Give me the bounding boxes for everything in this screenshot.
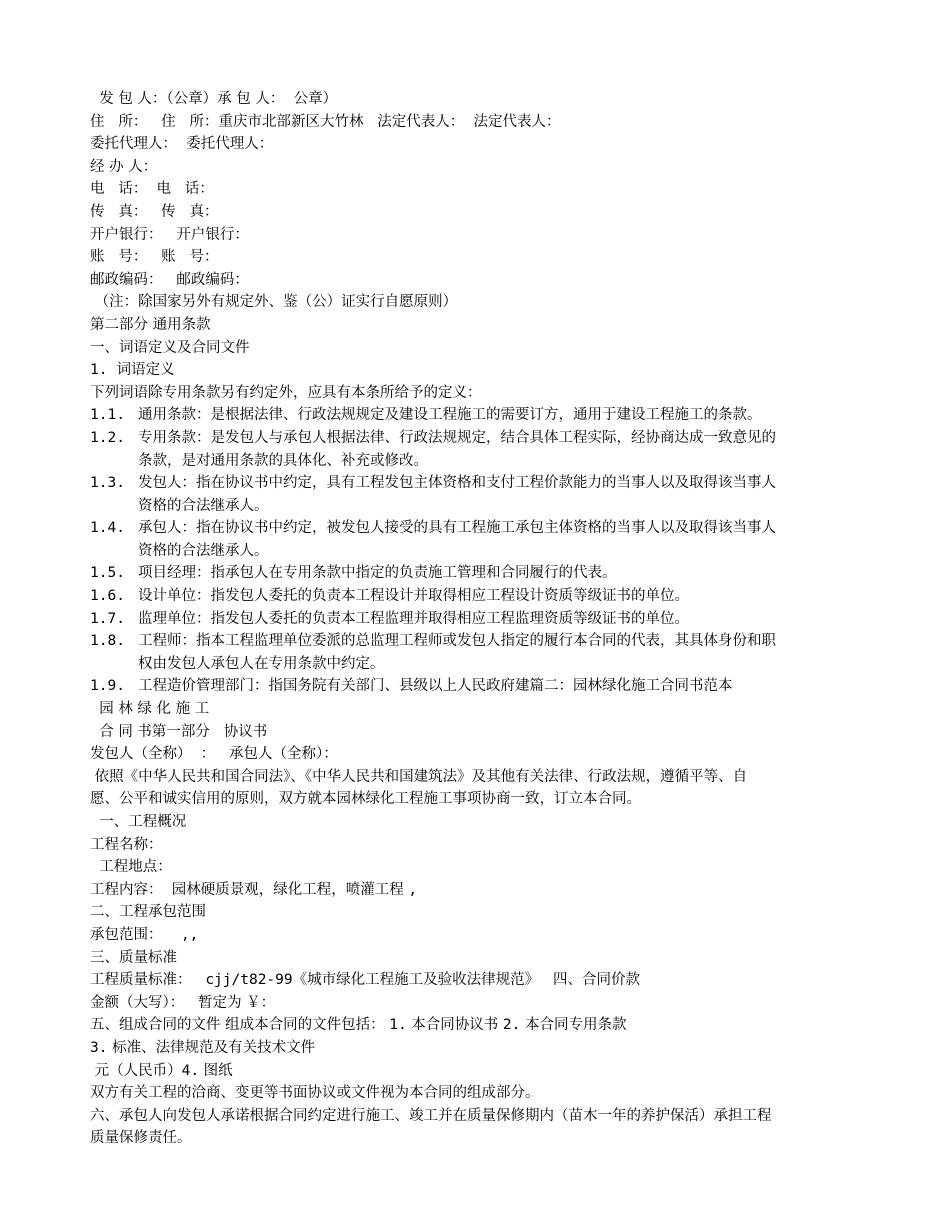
scope-value: ,,: [180, 926, 199, 943]
definition-item: [0, 404, 950, 427]
item-number: 1.5.: [90, 565, 125, 582]
item-number: 1.8.: [90, 633, 125, 650]
fax-line: 传 真： 传 真：: [90, 203, 219, 220]
doc-number: 4.: [181, 1062, 200, 1079]
definition-item: [0, 630, 950, 653]
documents-intro: 五、组成合同的文件 组成本合同的文件包括：: [90, 1017, 390, 1034]
definitions-intro: 下列词语除专用条款另有约定外，应具有本条所给予的定义：: [90, 384, 482, 401]
signature-header-line: 发 包 人：（公章）承 包 人： 公章）: [90, 91, 338, 107]
document-page: [0, 88, 950, 1150]
contract-documents-line: [0, 1060, 950, 1083]
part-two-heading: 第二部分 通用条款: [90, 316, 211, 333]
project-overview-heading: 一、工程概况: [90, 814, 187, 830]
item-continuation: 条款，是对通用条款的具体化、补充或修改。: [138, 452, 428, 469]
item-number: 1.4.: [90, 520, 125, 537]
agent-line: 委托代理人： 委托代理人：: [90, 136, 274, 153]
contract-title-line-1: 园 林 绿 化 施 工: [90, 701, 210, 718]
item-continuation: 资格的合法继承人。: [138, 497, 269, 514]
standard-code: cjj/t82-99: [205, 972, 293, 989]
item-text: 承包人：指在协议书中约定，被发包人接受的具有工程施工承包主体资格的当事人以及取得该当事人: [138, 520, 776, 537]
quality-label: 工程质量标准：: [90, 972, 206, 989]
project-content-line: [0, 879, 950, 902]
subsection-heading: [0, 359, 950, 382]
item-number: 1.2.: [90, 429, 125, 446]
doc-name: 标准、法律规范及有关技术文件: [107, 1039, 316, 1056]
warranty-line-1: 六、承包人向发包人承诺根据合同约定进行施工、竣工并在质量保修期内（苗木一年的养护保活）承担工程: [90, 1107, 772, 1124]
doc-name: 图纸: [199, 1062, 233, 1079]
scope-label: 承包范围：: [90, 926, 181, 943]
supplementary-docs-line: 双方有关工程的洽商、变更等书面协议或文件视为本合同的组成部分。: [90, 1085, 540, 1102]
item-number: 1.6.: [90, 588, 125, 605]
definition-item: [0, 472, 950, 495]
doc-number: 2.: [502, 1017, 521, 1034]
item-continuation: 资格的合法继承人。: [138, 542, 269, 559]
project-location-line: 工程地点：: [90, 859, 172, 876]
doc-number: 1.: [389, 1017, 407, 1034]
definition-item: [0, 427, 950, 450]
scope-heading: 二、工程承包范围: [90, 904, 206, 921]
contract-title-line-2: 合 同 书第一部分 协议书: [90, 723, 268, 740]
currency-text: 元（人民币）: [90, 1062, 182, 1079]
item-number: 1.9.: [90, 678, 125, 695]
subsection-title: 词语定义: [107, 362, 175, 379]
trailing-comma: ,: [408, 881, 418, 898]
item-text: 发包人：指在协议书中约定，具有工程发包主体资格和支付工程价款能力的当事人以及取得该当事人: [138, 475, 776, 492]
bank-line: 开户银行： 开户银行：: [90, 226, 249, 243]
quality-standard-line: [0, 969, 950, 992]
warranty-line-2: 质量保修责任。: [90, 1130, 192, 1147]
item-number: 1.3.: [90, 475, 125, 492]
project-name-line: 工程名称：: [90, 836, 163, 853]
postcode-line: 邮政编码： 邮政编码：: [90, 271, 249, 288]
handler-line: 经 办 人：: [90, 158, 158, 175]
definition-item: [0, 675, 950, 698]
phone-line: 电 话： 电 话：: [90, 181, 214, 198]
item-number: 1.7.: [90, 610, 125, 627]
note-line: （注：除国家另外有规定外、鉴（公）证实行自愿原则）: [90, 294, 458, 311]
subsection-number: 1.: [90, 362, 108, 379]
project-content-text: 工程内容： 园林硬质景观，绿化工程，喷灌工程: [90, 881, 409, 898]
item-text: 通用条款：是根据法律、行政法规规定及建设工程施工的需要订方，通用于建设工程施工的条款。: [138, 407, 762, 424]
definition-item: [0, 517, 950, 540]
section-one-heading: 一、词语定义及合同文件: [90, 339, 250, 356]
quality-heading: 三、质量标准: [90, 949, 177, 966]
preamble-line-1: 依照《中华人民共和国合同法》、《中华人民共和国建筑法》及其他有关法律、行政法规，遵循平等、自: [90, 768, 748, 785]
item-text: 设计单位：指发包人委托的负责本工程设计并取得相应工程设计资质等级证书的单位。: [138, 588, 689, 605]
parties-line: 发包人（全称） ： 承包人（全称）：: [90, 746, 338, 763]
item-text: 监理单位：指发包人委托的负责本工程监理并取得相应工程监理资质等级证书的单位。: [138, 610, 689, 627]
contract-documents-line: [0, 1014, 950, 1037]
preamble-line-2: 愿、公平和诚实信用的原则，双方就本园林绿化工程施工事项协商一致，订立本合同。: [90, 791, 641, 808]
address-line: 住 所： 住 所：重庆市北部新区大竹林 法定代表人： 法定代表人：: [90, 113, 561, 130]
contract-documents-line: [0, 1037, 950, 1060]
standard-name: 《城市绿化工程施工及验收法律规范》 四、合同价款: [292, 972, 640, 989]
item-continuation: 权由发包人承包人在专用条款中约定。: [138, 655, 385, 672]
doc-name: 本合同协议书: [406, 1017, 503, 1034]
account-line: 账 号： 账 号：: [90, 249, 219, 266]
item-text: 项目经理：指承包人在专用条款中指定的负责施工管理和合同履行的代表。: [138, 565, 617, 582]
definition-item: [0, 562, 950, 585]
definition-item: [0, 585, 950, 608]
definition-item: [0, 608, 950, 631]
doc-number: 3.: [90, 1039, 108, 1056]
item-text: 工程造价管理部门：指国务院有关部门、县级以上人民政府建篇二：园林绿化施工合同书范本: [138, 678, 733, 695]
item-text: 专用条款：是发包人与承包人根据法律、行政法规规定，结合具体工程实际，经协商达成一致意见的: [138, 429, 776, 446]
scope-line: [0, 924, 950, 947]
doc-name: 本合同专用条款: [520, 1017, 627, 1034]
item-number: 1.1.: [90, 407, 125, 424]
amount-line: 金额（大写）： 暂定为 ￥：: [90, 994, 276, 1011]
item-text: 工程师：指本工程监理单位委派的总监理工程师或发包人指定的履行本合同的代表，其具体身份和职: [138, 633, 776, 650]
